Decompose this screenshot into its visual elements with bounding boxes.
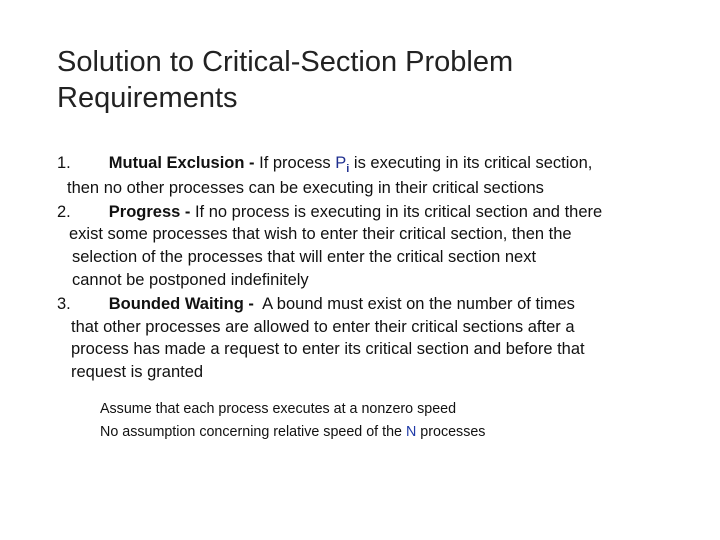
requirement-text: If process (259, 154, 336, 172)
requirement-first-line (57, 152, 687, 177)
requirement-line: exist some processes that wish to enter their critical section, then the (69, 225, 572, 244)
requirement-text: is executing in its critical section, (349, 154, 593, 172)
requirement-first-line (57, 201, 687, 224)
requirement-first-line (57, 293, 687, 316)
requirement-line: that other processes are allowed to enter their critical sections after a (71, 317, 575, 336)
requirement-line: then no other processes can be executing in their critical sections (67, 178, 544, 197)
requirement-bounded-waiting (57, 293, 687, 384)
highlight-n: N (405, 424, 417, 440)
title-line-1: Solution to Critical-Section Problem (57, 46, 514, 78)
bullet-text: No assumption concerning relative speed of the (100, 424, 406, 440)
process-pi (335, 154, 350, 175)
requirement-text: A bound must exist on the number of times (253, 294, 575, 313)
sub-bullet-item (86, 421, 686, 444)
bullet-text: Assume that each process executes at a nonzero speed (100, 401, 457, 417)
requirement-name: Mutual Exclusion - (108, 154, 255, 172)
bullet-text: processes (416, 424, 486, 440)
requirement-line: request is granted (71, 363, 204, 382)
slide-title (57, 44, 677, 116)
requirement-number: 2. (57, 202, 71, 221)
requirement-line: selection of the processes that will enter the critical section next (72, 248, 537, 267)
requirements-list (57, 152, 687, 385)
requirement-mutual-exclusion (57, 152, 687, 200)
process-letter: P (335, 154, 347, 172)
process-subscript: i (346, 163, 350, 175)
requirement-line: process has made a request to enter its critical section and before that (71, 340, 585, 359)
requirement-progress (57, 201, 687, 292)
requirement-text: If no process is executing in its critical section and there (190, 202, 603, 221)
requirement-name: Bounded Waiting - (108, 294, 254, 313)
requirement-name: Progress - (108, 202, 191, 221)
requirement-number: 3. (57, 294, 71, 313)
requirement-number: 1. (57, 154, 71, 172)
sub-bullet-list (86, 398, 686, 444)
title-line-2: Requirements (57, 82, 238, 114)
sub-bullet-item (86, 398, 686, 421)
requirement-line: cannot be postponed indefinitely (72, 270, 309, 289)
